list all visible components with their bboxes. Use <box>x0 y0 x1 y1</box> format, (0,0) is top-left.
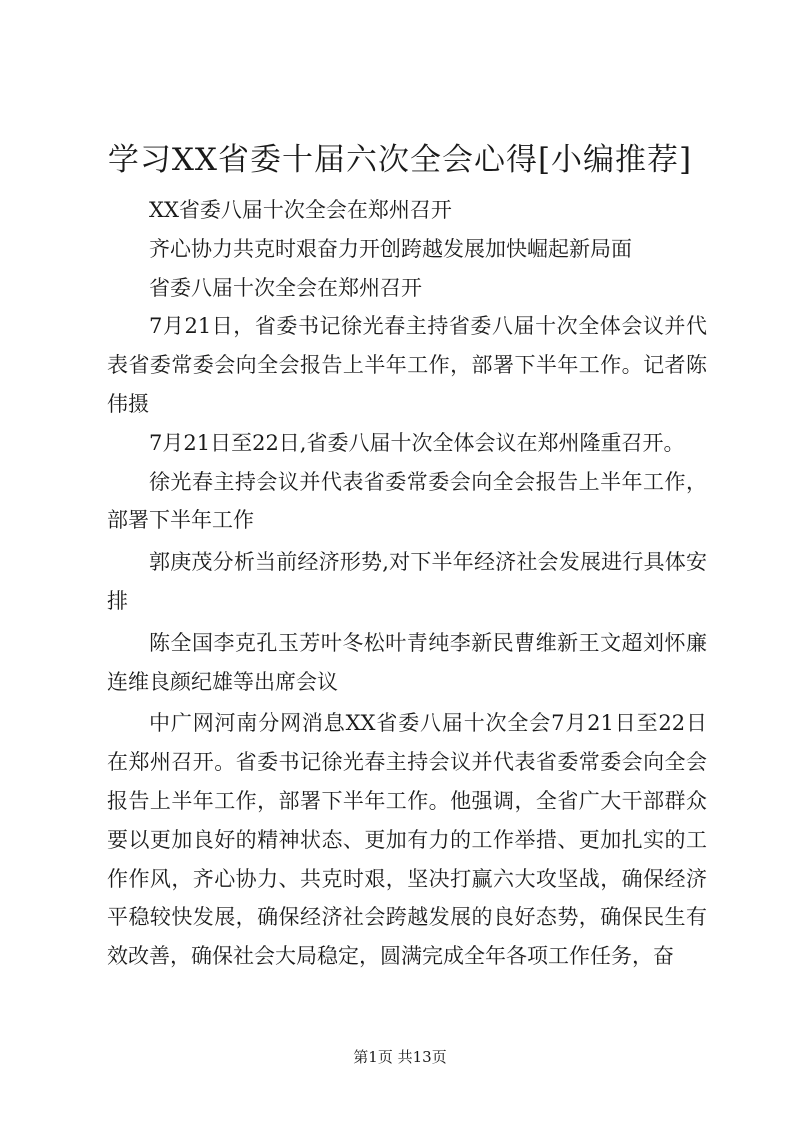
paragraph: XX省委八届十次全会在郑州召开 <box>149 198 452 222</box>
paragraph: 省委八届十次全会在郑州召开 <box>149 275 422 300</box>
paragraph: 中广网河南分网消息XX省委八届十次全会7月21日至22日在郑州召开。省委书记徐光春主持会议并代表省委常委会向全会报告上半年工作，部署下半年工作。他强调，全省广大干部群众要以更加良好的精神状态、更加有力的工作举措、更加扎实的工作作风，齐心协力、共克时艰，坚决打赢六大攻坚战，确保经济平稳较快发展，确保经济社会跨越发展的良好态势，确保民生有效改善，确保社会大局稳定，圆满完成全年各项工作任务，奋 <box>107 711 707 969</box>
document-title: 学习XX省委十届六次全会心得[小编推荐] <box>107 142 693 178</box>
paragraph: 陈全国李克孔玉芳叶冬松叶青纯李新民曹维新王文超刘怀廉连维良颜纪雄等出席会议 <box>107 630 707 694</box>
document-body <box>107 191 707 976</box>
paragraph: 齐心协力共克时艰奋力开创跨越发展加快崛起新局面 <box>149 236 632 261</box>
paragraph: 徐光春主持会议并代表省委常委会向全会报告上半年工作，部署下半年工作 <box>107 469 707 533</box>
paragraph: 7月21日，省委书记徐光春主持省委八届十次全体会议并代表省委常委会向全会报告上半年工作，部署下半年工作。记者陈伟摄 <box>107 314 707 416</box>
paragraph: 郭庚茂分析当前经济形势,对下半年经济社会发展进行具体安排 <box>107 550 707 613</box>
paragraph: 7月21日至22日,省委八届十次全体会议在郑州隆重召开。 <box>149 430 685 455</box>
page-number-footer: 第1页 共13页 <box>353 1048 447 1066</box>
